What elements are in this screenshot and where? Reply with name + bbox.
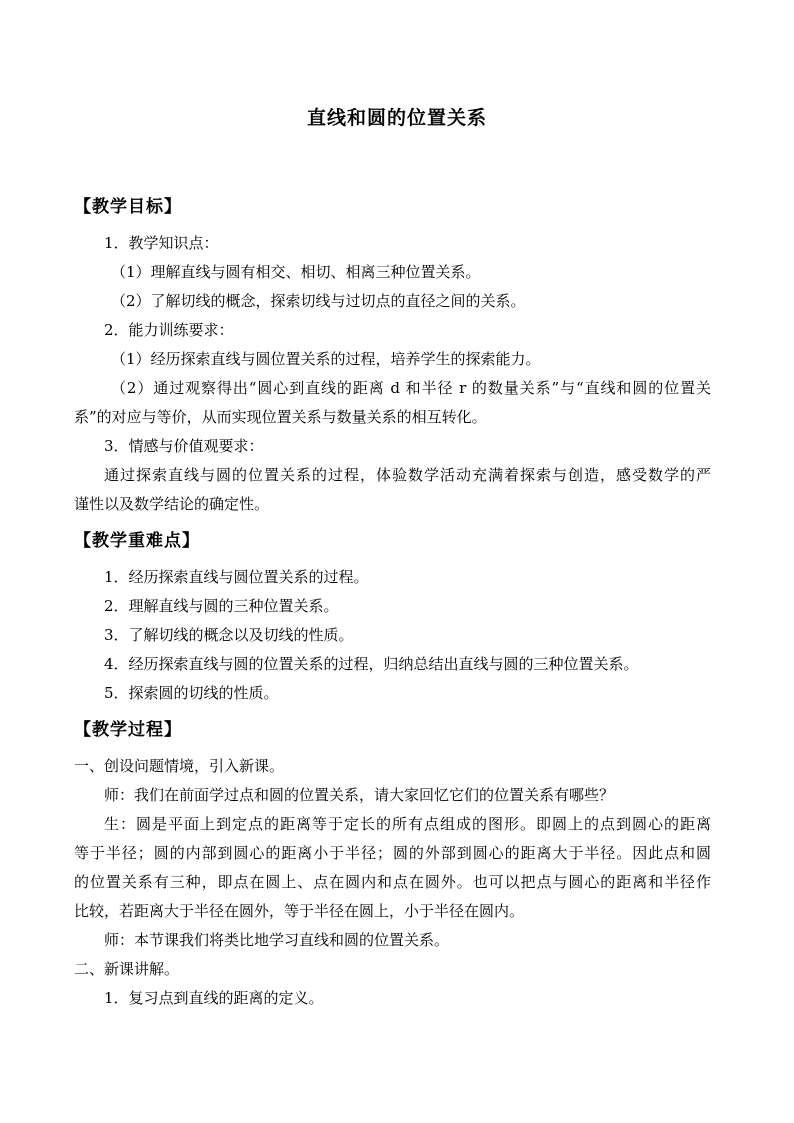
goals-line: （2）通过观察得出“圆心到直线的距离 d 和半径 r 的数量关系”与“直线和圆的位置关 [111, 379, 711, 397]
process-line: 等于半径；圆的内部到圆心的距离小于半径；圆的外部到圆心的距离大于半径。因此点和圆 [74, 844, 711, 862]
goals-line: 2．能力训练要求： [104, 321, 234, 339]
goals-line: （1）经历探索直线与圆位置关系的过程，培养学生的探索能力。 [111, 350, 541, 368]
section-heading-process: 【教学过程】 [74, 720, 182, 740]
goals-line: 3．情感与价值观要求： [104, 437, 264, 455]
goals-line: （2）了解切线的概念，探索切线与过切点的直径之间的关系。 [111, 292, 526, 310]
key-points-line: 3．了解切线的概念以及切线的性质。 [104, 626, 354, 644]
goals-line: 1．教学知识点： [104, 234, 219, 252]
process-line: 1．复习点到直线的距离的定义。 [104, 989, 324, 1007]
process-line: 比较，若距离大于半径在圆外，等于半径在圆上，小于半径在圆内。 [74, 902, 525, 920]
process-line: 的位置关系有三种，即点在圆上、点在圆内和点在圆外。也可以把点与圆心的距离和半径作 [74, 873, 711, 891]
goals-line: 谨性以及数学结论的确定性。 [74, 495, 270, 513]
process-line: 一、创设问题情境，引入新课。 [74, 757, 285, 775]
key-points-line: 5．探索圆的切线的性质。 [104, 684, 279, 702]
process-line: 生：圆是平面上到定点的距离等于定长的所有点组成的图形。即圆上的点到圆心的距离 [104, 815, 711, 833]
section-heading-goals: 【教学目标】 [74, 197, 182, 217]
key-points-line: 4．经历探索直线与圆的位置关系的过程，归纳总结出直线与圆的三种位置关系。 [104, 655, 639, 673]
key-points-line: 1．经历探索直线与圆位置关系的过程。 [104, 568, 369, 586]
process-line: 二、新课讲解。 [74, 960, 180, 978]
process-line: 师：我们在前面学过点和圆的位置关系，请大家回忆它们的位置关系有哪些？ [104, 786, 615, 804]
key-points-line: 2．理解直线与圆的三种位置关系。 [104, 597, 339, 615]
page-title: 直线和圆的位置关系 [306, 107, 487, 129]
goals-line: 系”的对应与等价，从而实现位置关系与数量关系的相互转化。 [74, 408, 487, 426]
section-heading-key-points: 【教学重难点】 [74, 531, 200, 551]
process-line: 师：本节课我们将类比地学习直线和圆的位置关系。 [104, 931, 450, 949]
goals-line: 通过探索直线与圆的位置关系的过程，体验数学活动充满着探索与创造，感受数学的严 [104, 466, 711, 484]
goals-line: （1）理解直线与圆有相交、相切、相离三种位置关系。 [111, 263, 481, 281]
